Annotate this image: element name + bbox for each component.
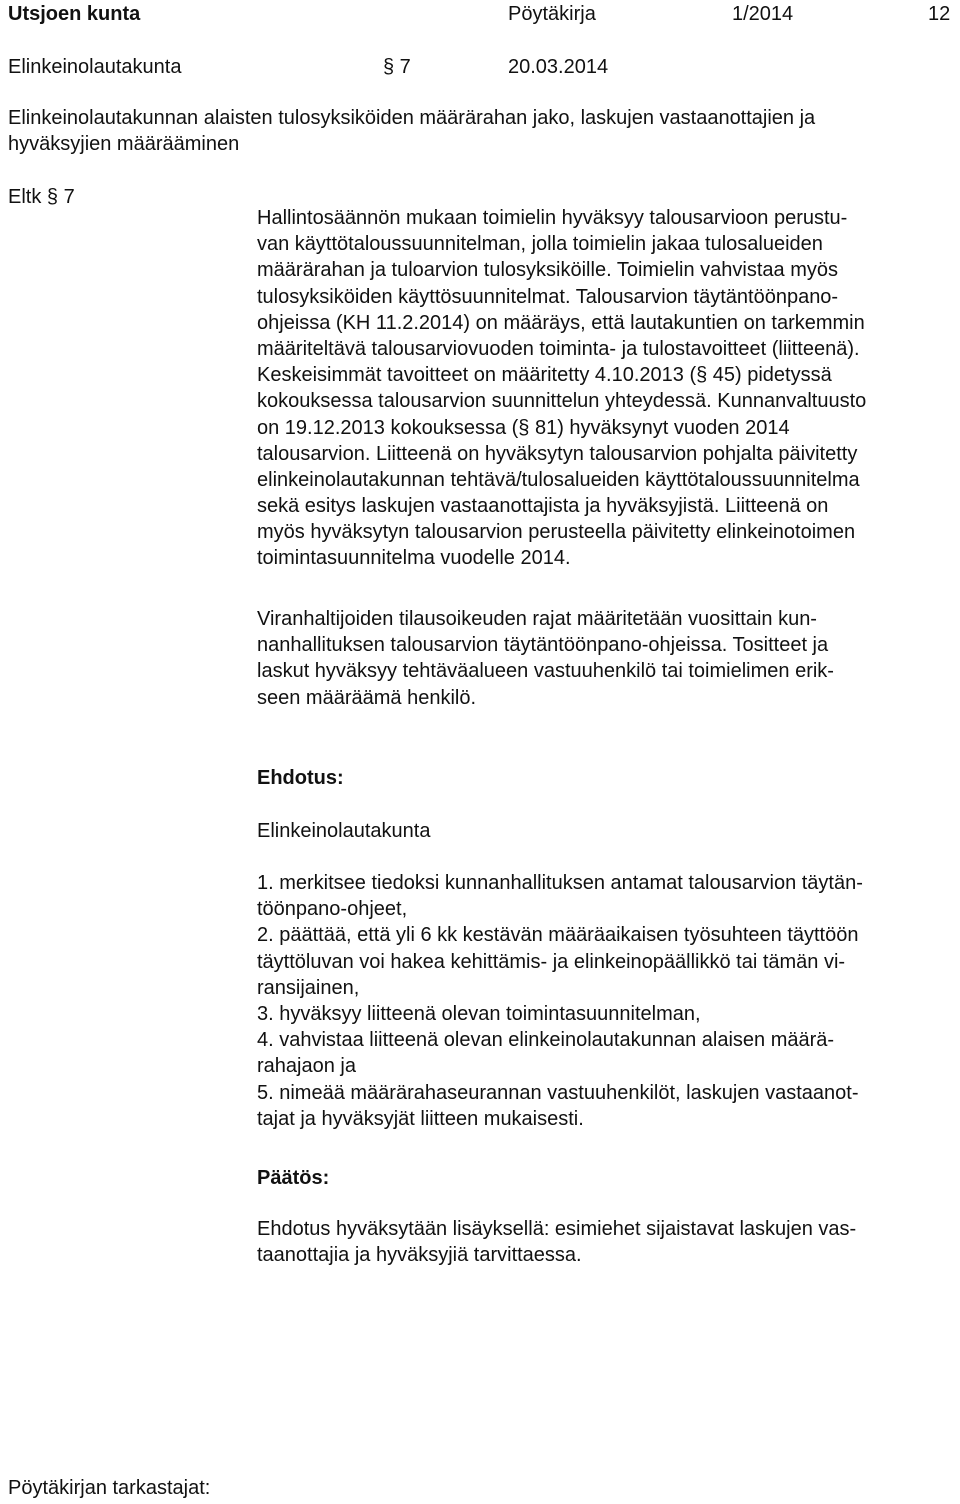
list-item: täyttöluvan voi hakea kehittämis- ja elinkeinopäällikkö tai tämän vi- — [257, 950, 846, 973]
list-item: 5. nimeää määrärahaseurannan vastuuhenkilöt, laskujen vastaanot- — [257, 1081, 859, 1104]
agenda-title-line-2: hyväksyjien määrääminen — [8, 133, 240, 155]
proposer-name: Elinkeinolautakunta — [257, 820, 431, 842]
proposal-heading: Ehdotus: — [257, 767, 344, 789]
list-item: ransijainen, — [257, 976, 360, 999]
text-line: sekä esitys laskujen vastaanottajista ja hyväksyjistä. Liitteenä on — [257, 495, 829, 518]
document-number: 1/2014 — [732, 3, 794, 25]
background-paragraph — [257, 205, 960, 572]
text-line: määrärahan ja tuloarvion tulosyksiköille. Toimielin vahvistaa myös — [257, 259, 839, 282]
document-type: Pöytäkirja — [508, 3, 596, 25]
text-line: Hallintosäännön mukaan toimielin hyväksyy talousarvioon perustu- — [257, 207, 848, 229]
authority-paragraph — [257, 606, 960, 711]
reviewers-label: Pöytäkirjan tarkastajat: — [8, 1477, 211, 1499]
text-line: määriteltävä talousarviovuoden toiminta- ja tulostavoitteet (liitteenä). — [257, 337, 860, 360]
decision-heading: Päätös: — [257, 1167, 330, 1189]
list-item: 1. merkitsee tiedoksi kunnanhallituksen antamat talousarvion täytän- — [257, 872, 863, 894]
decision-text — [257, 1216, 960, 1268]
list-item: töönpano-ohjeet, — [257, 898, 408, 921]
meeting-date: 20.03.2014 — [508, 56, 609, 78]
text-line: on 19.12.2013 kokouksessa (§ 81) hyväksynyt vuoden 2014 — [257, 416, 790, 439]
proposal-list — [257, 870, 960, 1132]
list-item: tajat ja hyväksyjät liitteen mukaisesti. — [257, 1107, 584, 1130]
text-line: Ehdotus hyväksytään lisäyksellä: esimiehet sijaistavat laskujen vas- — [257, 1218, 857, 1240]
agenda-title-line-1: Elinkeinolautakunnan alaisten tulosyksiköiden määrärahan jako, laskujen vastaanottajien ja — [8, 107, 816, 129]
list-item: 2. päättää, että yli 6 kk kestävän määräaikaisen työsuhteen täyttöön — [257, 924, 859, 947]
text-line: van käyttötaloussuunnitelman, jolla toimielin jakaa tulosalueiden — [257, 233, 823, 256]
page-number: 12 — [928, 3, 951, 25]
text-line: kokouksessa talousarvion suunnittelun yhteydessä. Kunnanvaltuusto — [257, 390, 867, 413]
section-label: Eltk § 7 — [8, 186, 75, 208]
text-line: myös hyväksytyn talousarvion perusteella päivitetty elinkeinotoimen — [257, 521, 856, 544]
list-item: 4. vahvistaa liitteenä olevan elinkeinolautakunnan alaisen määrä- — [257, 1029, 835, 1052]
text-line: nanhallituksen talousarvion täytäntöönpano-ohjeissa. Tositteet ja — [257, 634, 829, 657]
section-mark: § 7 — [383, 56, 411, 78]
text-line: Viranhaltijoiden tilausoikeuden rajat määritetään vuosittain kun- — [257, 608, 817, 630]
text-line: seen määräämä henkilö. — [257, 686, 477, 709]
text-line: talousarvion. Liitteenä on hyväksytyn talousarvion pohjalta päivitetty — [257, 442, 858, 465]
text-line: tulosyksiköiden käyttösuunnitelmat. Talousarvion täytäntöönpano- — [257, 285, 839, 308]
text-line: toimintasuunnitelma vuodelle 2014. — [257, 547, 571, 570]
text-line: Keskeisimmät tavoitteet on määritetty 4.10.2013 (§ 45) pidetyssä — [257, 364, 832, 387]
text-line: laskut hyväksyy tehtäväalueen vastuuhenkilö tai toimielimen erik- — [257, 660, 834, 683]
list-item: rahajaon ja — [257, 1055, 356, 1078]
municipality-name: Utsjoen kunta — [8, 3, 141, 25]
text-line: ohjeissa (KH 11.2.2014) on määräys, että lautakuntien on tarkemmin — [257, 311, 865, 334]
list-item: 3. hyväksyy liitteenä olevan toimintasuunnitelman, — [257, 1002, 701, 1025]
text-line: taanottajia ja hyväksyjiä tarvittaessa. — [257, 1244, 582, 1267]
committee-name: Elinkeinolautakunta — [8, 56, 182, 78]
text-line: elinkeinolautakunnan tehtävä/tulosalueiden käyttötaloussuunnitelma — [257, 468, 860, 491]
